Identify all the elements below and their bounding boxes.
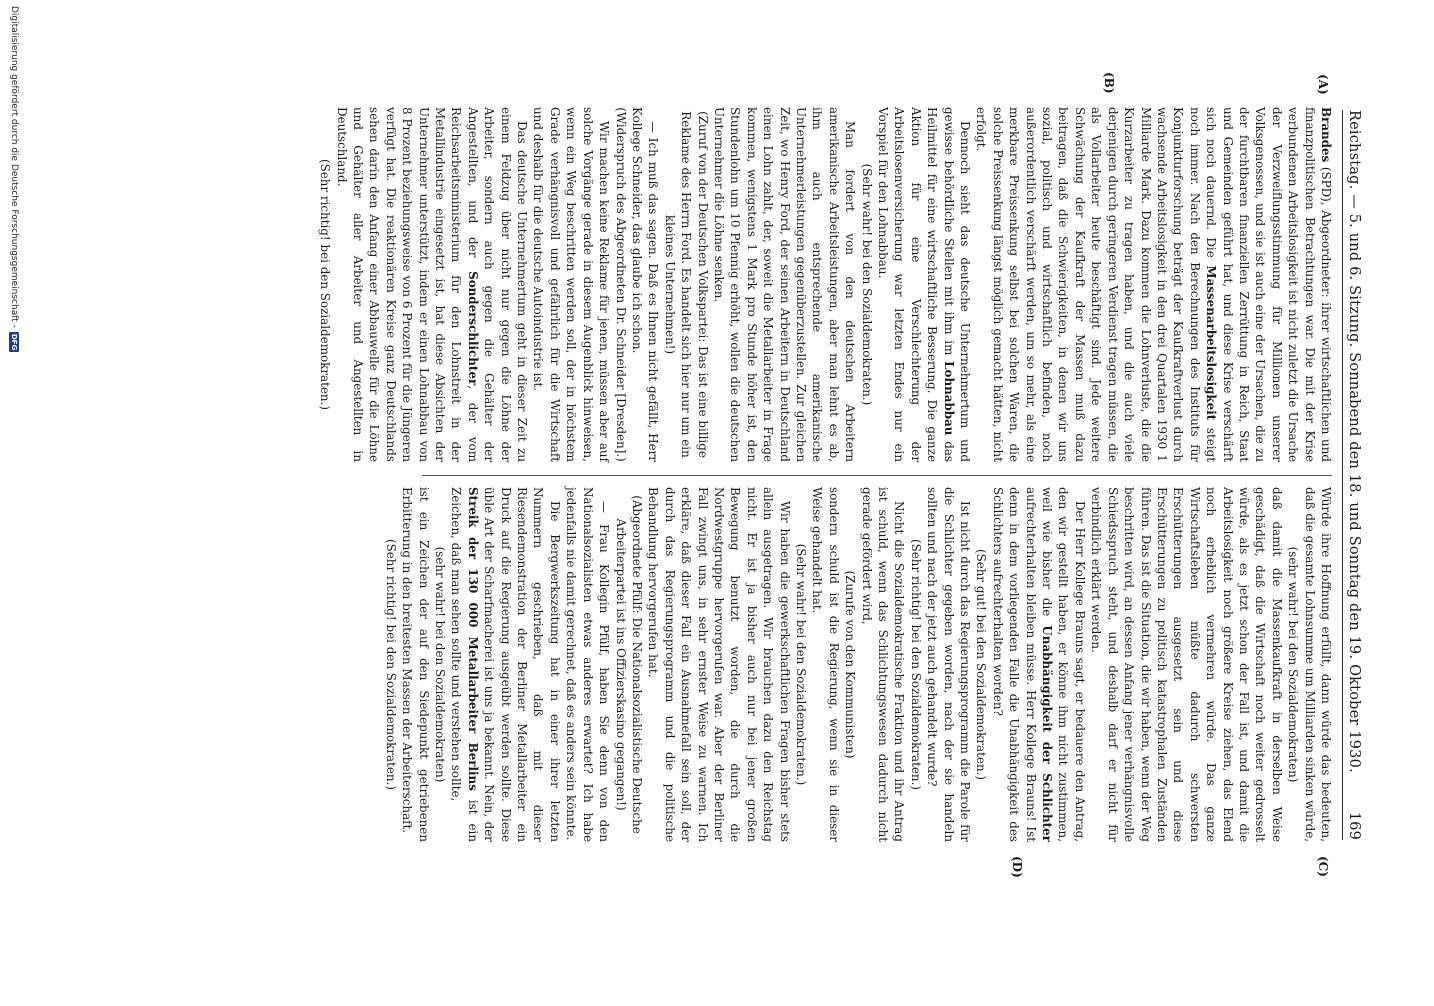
emphasis: Lohnabbau	[941, 361, 956, 436]
paragraph-text: steigt noch immer. Nach den Berechnungen des Instituts für Konjunkturforschung beträgt der Kaufkraftverlust durch wachsende Arbeitslosigkeit in den drei Quartalen 1930 1 Milliarde Mark. Dazu kommen die Lohnverluste, die die Kurzarbeiter zu tragen haben, und die auch viele derjenigen durch geringeren Verdienst tragen müssen, die als Vollarbeiter heute beschäftigt sind. Jede weitere Schwächung der Kaufkraft der Massen muß dazu beitragen, daß die Schwierigkeiten, in denen wir uns sozial, politisch und wirtschaftlich befinden, noch außerordentlich verschärft werden, um so mehr, als eine merkbare Preissenkung selbst bei solchen Waren, die solche Preissenkung längst möglich gemacht hätten, nicht erfolgt.	[974, 107, 1219, 462]
paragraph: — Ich muß das sagen. Daß es Ihnen nicht gefällt, Herr Kollege Schneider, das glaube ich schon.	[629, 107, 661, 462]
paragraph-text: Das deutsche Unternehmertum geht in dieser Zeit zu einem Feldzug über nicht nur gegen die Löhne der Arbeiter, sondern auch gegen die Gehälter der Angestellten, und der	[465, 107, 530, 462]
paragraph-text: Die Bergwerkszeitung hat in einer ihrer letzten Nummern geschrieben, daß mit dieser Riesendemonstration der Berliner Metallarbeiter ein Druck auf die Regierung ausgeübt werden sollte. Diese üble Art der Scharfmacherei ist uns ja bekannt. Nein, der	[482, 487, 562, 842]
interjection: (Widerspruch des Abgeordneten Dr. Schneider [Dresden].)	[613, 107, 628, 462]
paragraph	[989, 487, 1087, 842]
paragraph: daß damit die Massenkaufkraft in derselben Weise geschädigt, daß die Wirtschaft noch weiter gedrosselt würde, als es jetzt schon der Fall ist, und damit die Arbeitslosigkeit noch größere Kreise ziehen, das Elend noch erheblich vermehren würde. Das ganze Wirtschaftsleben müßte dadurch schwersten Erschütterungen ausgesetzt sein und diese Erschütterungen zu politisch katastrophalen Zuständen führen. Das ist die Situation, die wir haben, wenn der Weg beschritten wird, an dessen Anfang jener verhängnisvolle Schiedsspruch steht, und deshalb darf er nicht für verbindlich erklärt werden.	[1089, 487, 1284, 842]
paragraph-text: , der vom Reichsarbeitsministerium für den Lohnstreit in der Metallindustrie eingesetzt ist, hat diese Absichten der Unternehmer unterstützt, indem er einen Lohnabbau von 8 Prozent beziehungsweise von 6 Prozent für die Jüngeren verfügt hat. Die reaktionären Kreise ganz Deutschlands sehen darin den Anfang einer Abbauwelle für die Löhne und Gehälter aller Arbeiter und Angestellten in Deutschland.	[334, 107, 480, 462]
margin-marker-b: (B)	[1102, 72, 1116, 94]
interjection: (sehr wahr! bei den Sozialdemokraten)	[1286, 546, 1301, 783]
interjection: (Sehr richtig! bei den Sozialdemokraten.)	[383, 538, 398, 791]
interjection: (Sehr wahr! bei den Sozialdemokraten.)	[794, 543, 808, 786]
margin-marker-d: (D)	[1010, 856, 1024, 878]
left-column	[317, 107, 1334, 462]
interjection: (Abgeordnete Pfülf: Die Nationalsozialistische Deutsche Arbeiterpartei ist ins Offizierskasino gegangen!)	[613, 495, 644, 834]
paragraph: — Frau Kollegin Pfülf, haben Sie denn von den Nationalsozialisten etwas anderes erwartet? Ich habe jedenfalls nie damit gerechnet, daß es anders sein könnte.	[564, 487, 612, 842]
paragraph	[875, 107, 973, 462]
credit-text: Digitalisierung gefördert durch die Deutsche Forschungsgemeinschaft -	[9, 6, 19, 328]
interjection: (Sehr richtig! bei den Sozialdemokraten.)	[908, 538, 923, 791]
paragraph-text: aufrechterhalten bleiben müsse. Herr Kollege Brauns! Ist denn in dem vorliegenden Falle die Unabhängigkeit des Schlichters aufrechterhalten worden?	[990, 487, 1038, 842]
page-number: 169	[1346, 811, 1362, 840]
right-column	[382, 487, 1334, 842]
paragraph-text: ihrer wirtschaftlichen und finanzpolitischen Betrachtungen war. Die mit der Krise verbundenen Arbeitslosigkeit ist nicht zuletzt die Ursache der Verzweiflungsstimmung für Millionen unserer Volksgenossen, und sie ist auch eine der Ursachen, die zu der furchtbaren finanziellen Zerrüttung in Reich, Staat und Gemeinden geführt hat, und diese Krise verschärft sich noch dauernd. Die	[1204, 107, 1333, 462]
paragraph-text: Der Herr Kollege Brauns sagt, er bedauere den Antrag, den wir gestellt haben, er könne ihm nicht zustimmen, weil wie bisher die	[1040, 487, 1087, 842]
interjection: (Sehr wahr! bei den Sozialdemokraten.)	[859, 163, 874, 406]
paragraph: Ist nicht durch das Regierungsprogramm die Parole für die Schlichter gegeben worden, nach der sie handeln sollten und nach der jetzt auch gehandelt wurde?	[925, 487, 973, 842]
paragraph: Wir machen keine Reklame für jenen, müssen aber auf solche Vorgänge gerade in diesem Augenblick hinweisen, wenn ein Weg beschritten werden soll, der in höchstem Grade verhängnisvoll und gefährlich für die Wirtschaft und deshalb für die deutsche Autoindustrie ist.	[531, 107, 612, 462]
digitization-credit	[9, 0, 19, 1006]
column-divider	[422, 475, 1332, 476]
running-title: Reichstag. — 5. und 6. Sitzung. Sonnabend den 18. und Sonntag den 19. Oktober 1930.	[1346, 110, 1362, 773]
margin-marker-c: (C)	[1316, 856, 1330, 877]
margin-marker-a: (A)	[1316, 74, 1330, 95]
emphasis: Sonderschlichter	[465, 271, 480, 386]
paragraph-text: das Heilmittel für eine wirtschaftliche Besserung. Die ganze Aktion für eine Verschlechterung der Arbeitslosenversicherung war letzten Endes nur ein Vorspiel für den Lohnabbau.	[876, 107, 956, 463]
dfg-logo: DFG	[10, 333, 18, 351]
paragraph: Man fordert von den deutschen Arbeitern amerikanische Arbeitsleistungen, aber man lehnt es ab, ihm auch entsprechende amerikanische Unternehmerleistungen gegenüberzustellen. Zur gleichen Zeit, wo Henry Ford, der seinen Arbeitern in Deutschland einen Lohn zahlt, der, soweit die Metallarbeiter in Frage kommen, wenigstens 1 Mark pro Stunde höher ist, den Stundenlohn um 10 Pfennig erhöht, wollen die deutschen Unternehmer die Löhne senken.	[711, 107, 858, 462]
paragraph-text: Dennoch sieht das deutsche Unternehmertum und gewisse behördliche Stellen mit ihm im	[941, 107, 973, 462]
paragraph	[973, 107, 1334, 462]
paragraph	[448, 487, 563, 842]
speaker-party: (SPD), Abgeordneter:	[1319, 162, 1333, 298]
interjection: (Sehr richtig! bei den Sozialdemokraten.)	[318, 158, 333, 411]
emphasis: Streik der 130 000 Metallarbeiter Berlins	[465, 487, 480, 791]
interjection: (sehr wahr! bei den Sozialdemokraten)	[433, 546, 448, 783]
interjection: (Sehr gut! bei den Sozialdemokraten.)	[974, 548, 989, 781]
paragraph: Würde ihre Hoffnung erfüllt, dann würde das bedeuten, daß die gesamte Lohnsumme um Milliarden sinken würde,	[1302, 487, 1333, 843]
paragraph	[333, 107, 530, 462]
paragraph-text: ist ein Zeichen, daß man sehen sollte und verstehen sollte,	[449, 487, 480, 842]
page-header	[1342, 110, 1362, 840]
emphasis: Massenarbeitslosigkeit	[1204, 265, 1219, 421]
interjection: (Zurufe von den Kommunisten)	[843, 570, 858, 759]
paragraph: sondern schuld ist die Regierung, wenn sie in dieser Weise gehandelt hat.	[810, 487, 841, 842]
paragraph: Nicht die Sozialdemokratische Fraktion und ihr Antrag ist schuld, wenn das Schlichtungswesen dadurch nicht gerade gefördert wird,	[859, 487, 907, 842]
speaker-name: Brandes	[1319, 107, 1333, 163]
paragraph: Wir haben die gewerkschaftlichen Fragen bisher stets allein ausgetragen. Wir brauchen dazu den Reichstag nicht. Er ist ja bisher auch nur bei jener großen Bewegung benutzt worden, die durch die Nordwestgruppe hervorgerufen war. Aber der Berliner Fall zwingt uns, in sehr ernster Weise zu warnen. Ich erkläre, daß dieser Fall ein Ausnahmefall sein soll, der durch das Regierungsprogramm und die politische Behandlung hervorgerufen hat.	[646, 487, 792, 842]
paragraph: ist ein Zeichen der auf den Siedepunkt getriebenen Erbitterung in den breitesten Massen der Arbeiterschaft.	[400, 487, 431, 842]
interjection: (Zuruf von der Deutschen Volkspartei: Das ist eine billige Reklame des Herrn Ford. Es handelt sich hier nur um ein kleines Unternehmen!)	[662, 111, 710, 458]
emphasis: Unabhängigkeit der Schlichter	[1040, 625, 1055, 843]
